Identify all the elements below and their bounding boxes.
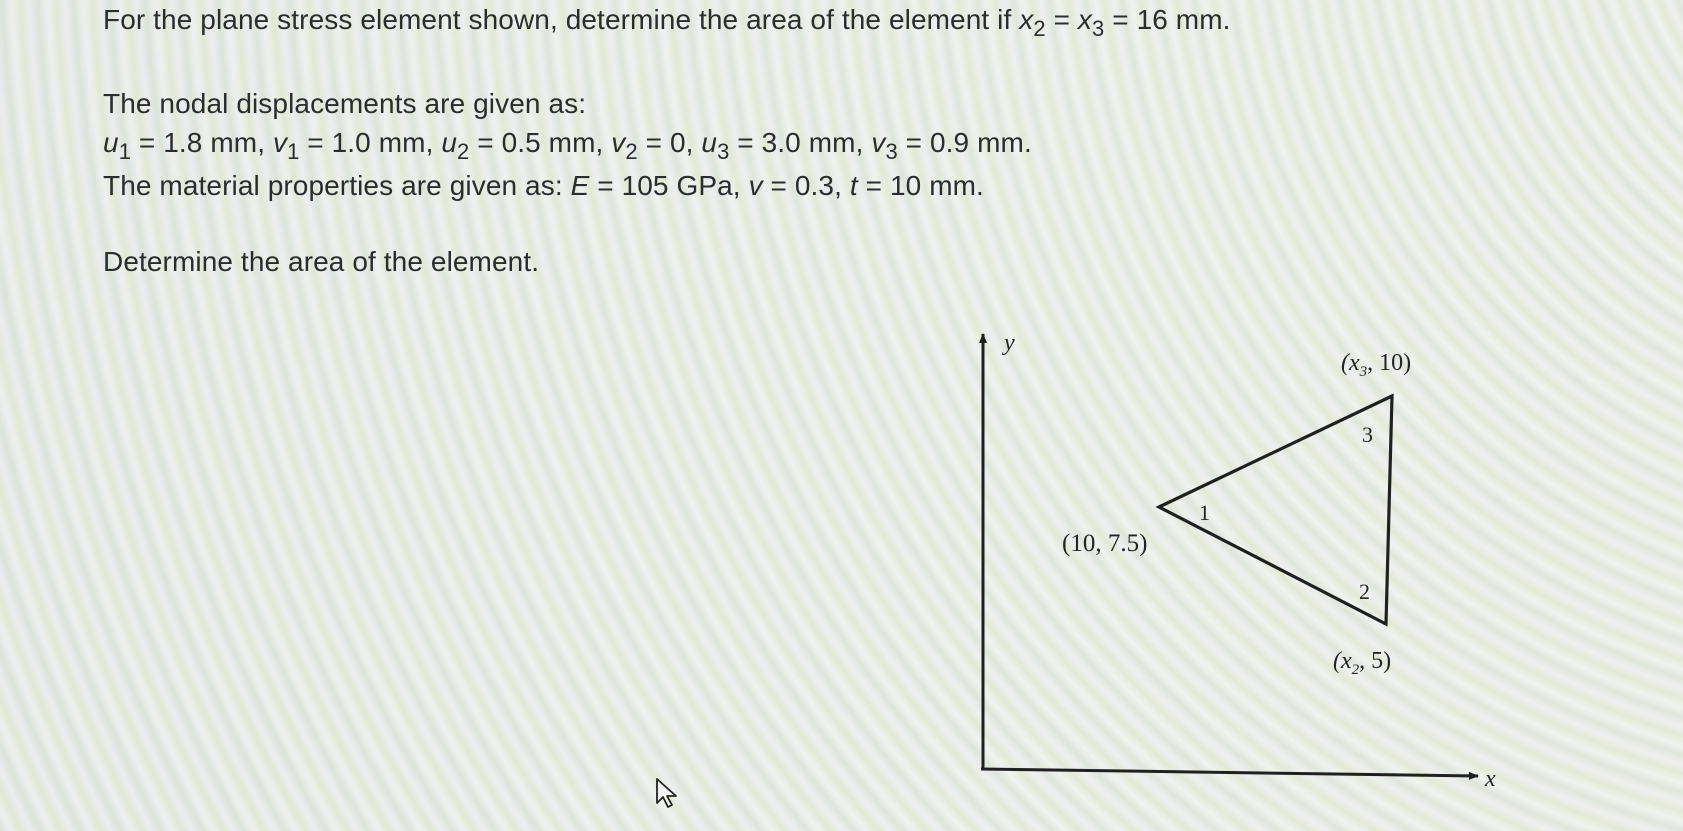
y-axis-label: y	[1004, 330, 1015, 356]
v3-variable: v	[871, 127, 886, 158]
mouse-pointer-icon	[654, 777, 684, 811]
displacement-intro-line: The nodal displacements are given as:	[103, 88, 587, 119]
x3-variable: x	[1077, 4, 1093, 35]
equals-sign: =	[1045, 4, 1078, 35]
node-3-x-label: (x	[1341, 350, 1360, 376]
v3-subscript: 3	[885, 139, 898, 164]
u1-subscript: 1	[118, 139, 132, 164]
poisson-variable: v	[748, 170, 763, 201]
triangle-element	[1159, 396, 1392, 624]
u3-value: = 3.0 mm,	[729, 127, 872, 158]
node-1-coordinates: (10, 7.5)	[1062, 530, 1148, 557]
node-2-number: 2	[1359, 579, 1370, 604]
v2-value: = 0,	[637, 127, 702, 158]
question-text: For the plane stress element shown, determine the area of the element if	[103, 4, 1020, 35]
x3-subscript: 3	[1092, 16, 1105, 41]
u2-subscript: 2	[457, 139, 470, 164]
thickness-variable: t	[849, 170, 858, 201]
x2-subscript: 2	[1033, 16, 1046, 41]
u1-value: = 1.8 mm,	[131, 127, 273, 158]
v2-subscript: 2	[625, 139, 638, 164]
modulus-variable: E	[570, 170, 590, 201]
u3-subscript: 3	[717, 139, 730, 164]
x-axis-label: x	[1485, 766, 1496, 792]
v2-variable: v	[611, 127, 626, 158]
u2-variable: u	[441, 127, 458, 158]
u1-variable: u	[103, 127, 119, 158]
material-intro-text: The material properties are given as:	[103, 170, 571, 201]
node-2-y-label: , 5)	[1359, 648, 1392, 674]
modulus-value: = 105 GPa,	[589, 170, 749, 201]
node-1-number: 1	[1199, 500, 1210, 525]
task-line: Determine the area of the element.	[103, 246, 540, 277]
node-2-x-label: (x	[1333, 648, 1352, 674]
thickness-value: = 10 mm.	[857, 170, 984, 201]
node-3-x-subscript: 3	[1359, 364, 1368, 380]
node-2-x-subscript: 2	[1351, 662, 1360, 678]
x-axis	[981, 769, 1478, 776]
x2-variable: x	[1019, 4, 1034, 35]
u3-variable: u	[701, 127, 718, 158]
node-3-coordinates	[1341, 350, 1411, 380]
node-3-y-label: , 10)	[1367, 350, 1412, 376]
poisson-value: = 0.3,	[762, 170, 850, 201]
v1-value: = 1.0 mm,	[299, 127, 442, 158]
v1-variable: v	[272, 127, 288, 158]
node-3-number: 3	[1362, 422, 1373, 447]
v3-value: = 0.9 mm.	[897, 127, 1032, 158]
v1-subscript: 1	[287, 139, 300, 164]
x-value: = 16 mm.	[1104, 4, 1231, 35]
node-2-coordinates	[1333, 648, 1391, 678]
u2-value: = 0.5 mm,	[469, 127, 612, 158]
